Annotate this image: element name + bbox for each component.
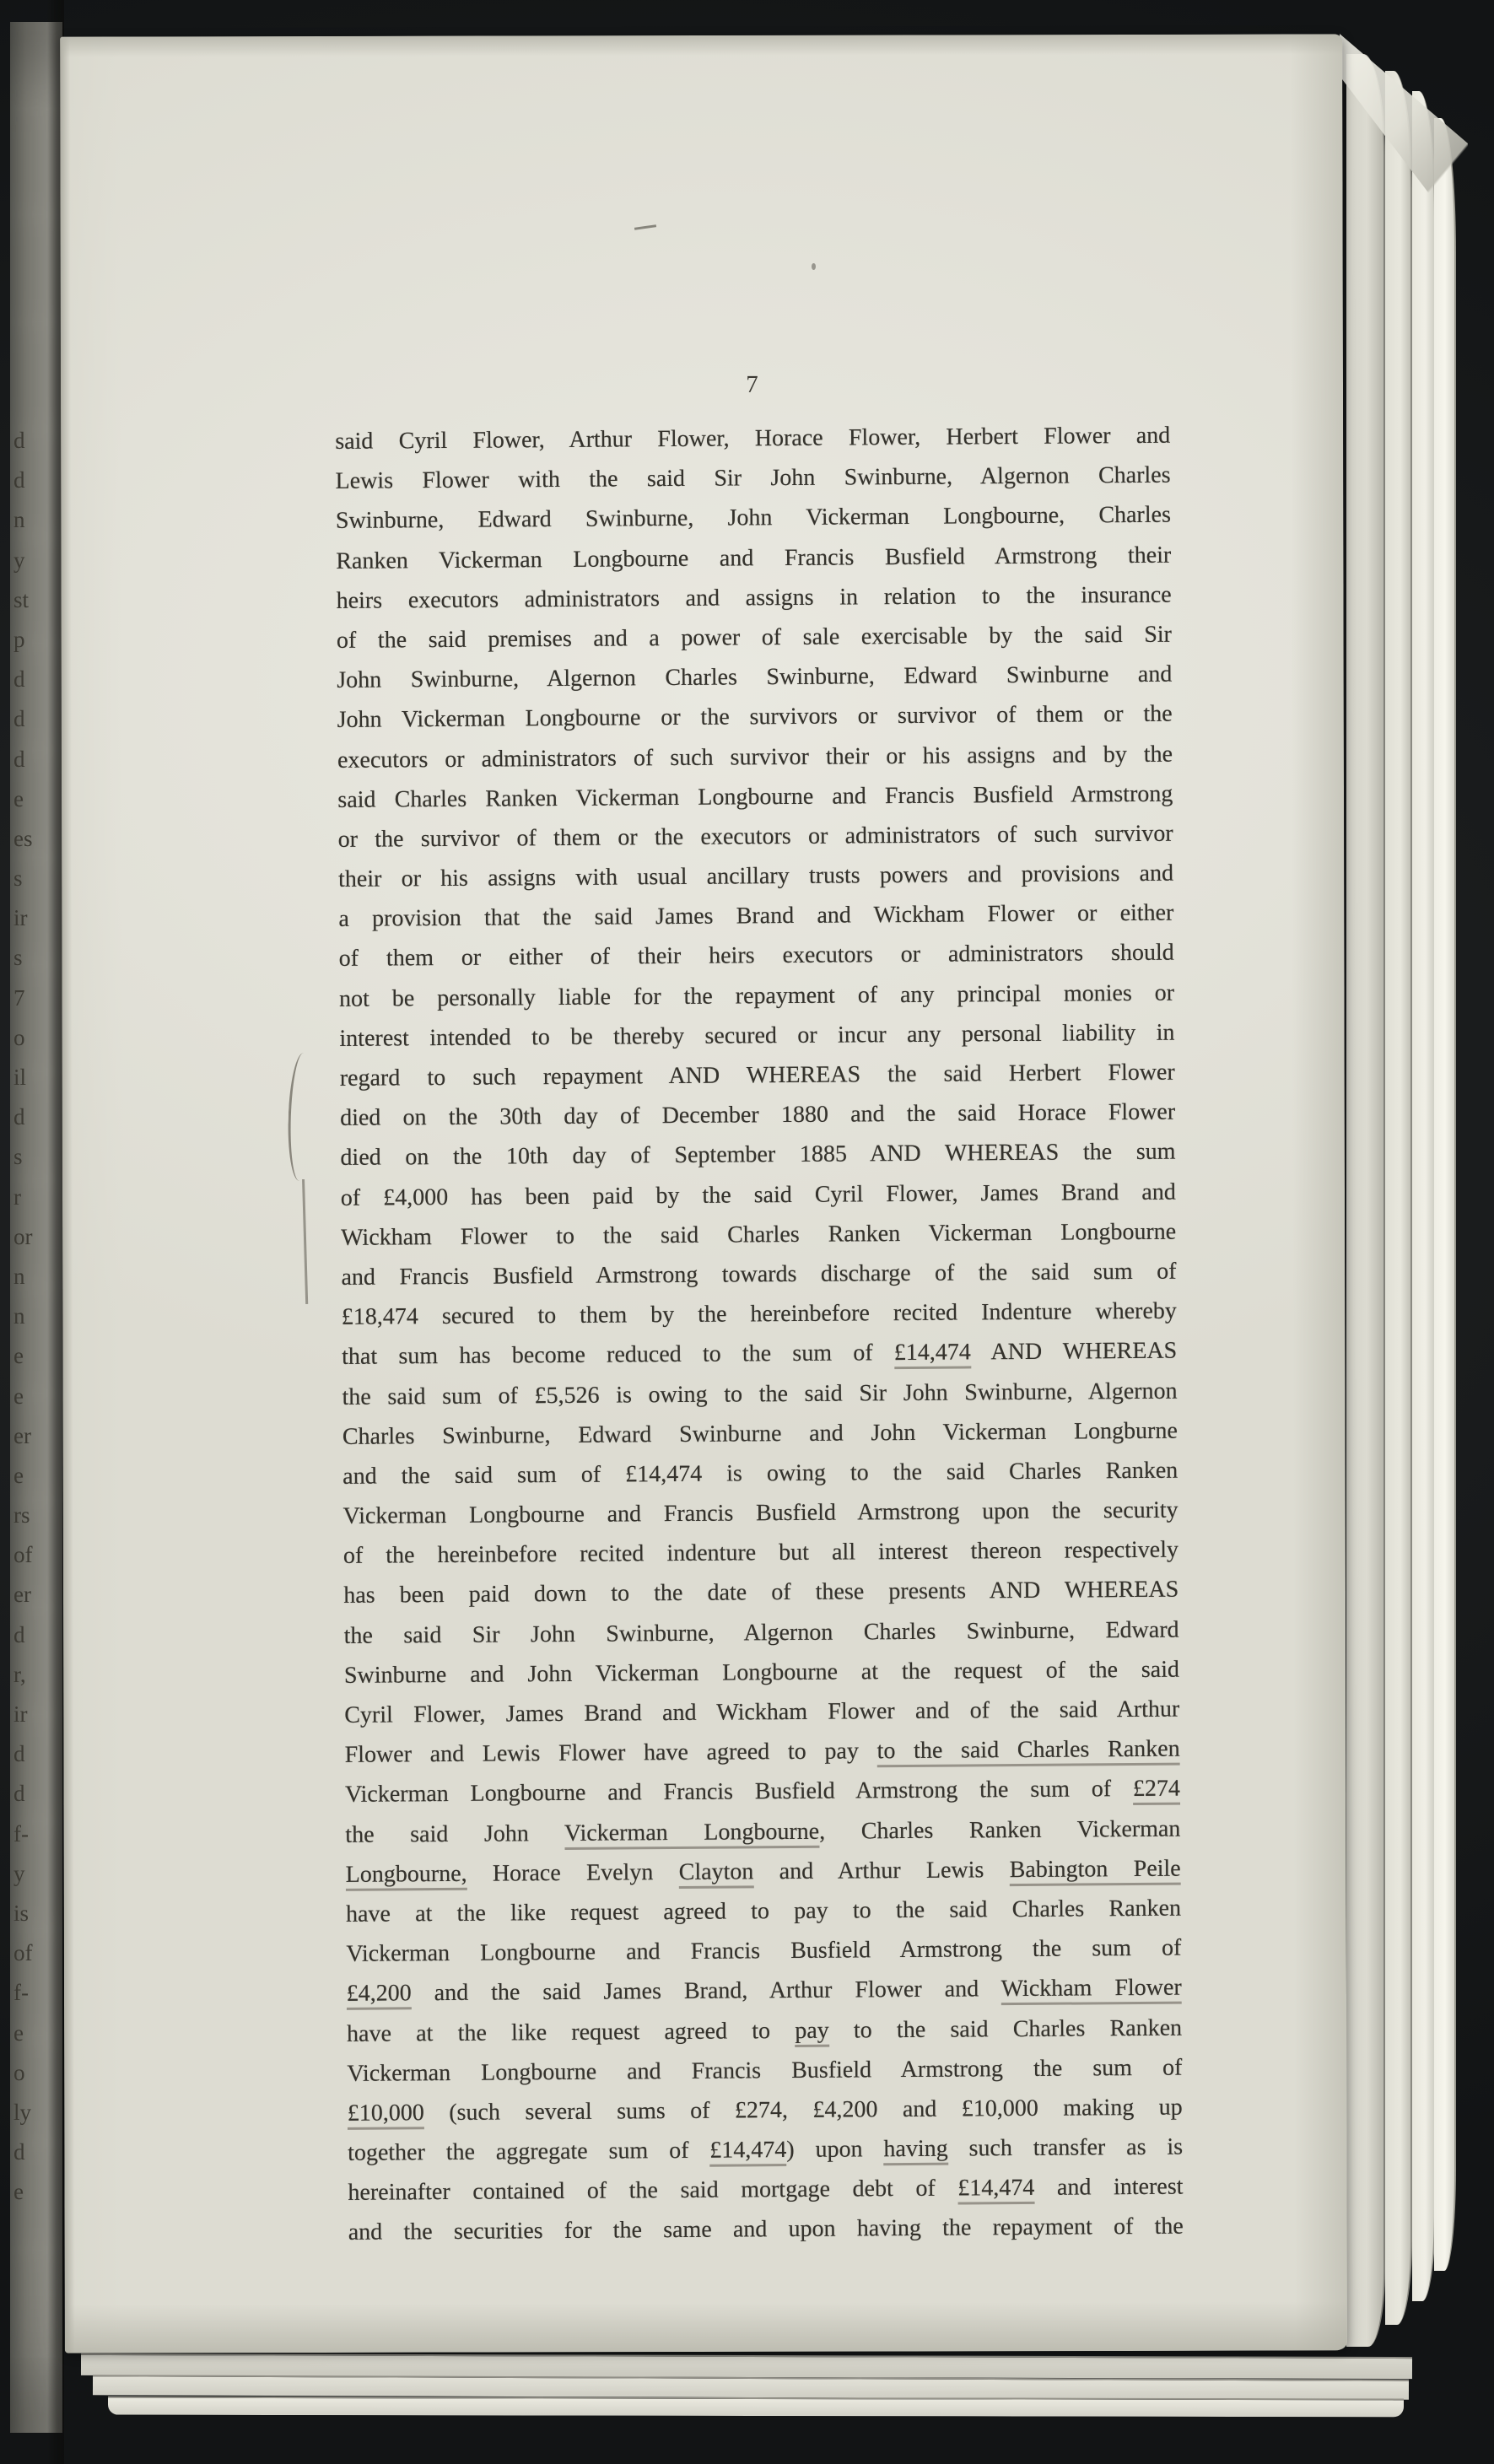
previous-page-text-fragment: ir (13, 905, 28, 931)
page-number: 7 (746, 370, 759, 398)
previous-page-text-fragment: d (13, 746, 25, 772)
text-line: have at the like request agreed to pay to the said Charles Ranken (345, 1895, 1182, 1928)
text-line: of the hereinbefore recited indenture but all interest thereon respectively (342, 1536, 1179, 1570)
pencil-underline: Clayton (679, 1858, 754, 1889)
text-line: Swinburne and John Vickerman Longbourne at the request of the said (343, 1656, 1180, 1689)
pencil-underline: Vickerman Longbourne (564, 1818, 819, 1849)
previous-page-text-fragment: of (13, 1940, 33, 1966)
text-line: the said sum of £5,526 is owing to the said Sir John Swinburne, Algernon (342, 1378, 1178, 1410)
text-line: and Francis Busfield Armstrong towards discharge of the said sum of (341, 1258, 1177, 1291)
margin-pencil-line (302, 1179, 308, 1304)
previous-page-text-fragment: d (13, 2139, 25, 2165)
previous-page-text-fragment: d (13, 1781, 25, 1807)
pencil-underline: £14,474 (957, 2175, 1034, 2205)
text-line: Flower and Lewis Flower have agreed to pay to the said Charles Ranken (344, 1735, 1180, 1769)
previous-page-text-fragment: er (13, 1422, 31, 1448)
scan-artifact-dot (812, 263, 816, 270)
text-line: Cyril Flower, James Brand and Wickham Flower and of the said Arthur (344, 1696, 1180, 1728)
previous-page-text-fragment: e (13, 1383, 24, 1409)
pencil-underline: £274 (1133, 1776, 1180, 1805)
previous-page-text-fragment: ly (13, 2099, 32, 2125)
previous-page-text-fragment: rs (13, 1502, 30, 1529)
text-line: a provision that the said James Brand and Wickham Flower or either (338, 899, 1174, 933)
pencil-underline: Wickham Flower (1001, 1975, 1182, 2006)
text-line: died on the 10th day of September 1885 AND WHEREAS the sum (340, 1139, 1176, 1172)
previous-page-text-fragment: f- (13, 1980, 29, 2006)
text-line: said Cyril Flower, Arthur Flower, Horace Flower, Herbert Flower and (335, 422, 1171, 455)
text-line: John Swinburne, Algernon Charles Swinburne, Edward Swinburne and (337, 660, 1173, 694)
text-line: £18,474 secured to them by the hereinbefore recited Indenture whereby (341, 1297, 1177, 1331)
previous-page-text-fragment: y (13, 1860, 25, 1886)
text-line: the said John Vickerman Longbourne, Charles Ranken Vickerman (345, 1809, 1180, 1854)
page-edge-strip (1412, 91, 1436, 2301)
document-page (60, 34, 1347, 2353)
previous-page-text-fragment: y (13, 547, 25, 573)
previous-page-text-fragment: is (13, 1900, 30, 1926)
text-line: Swinburne, Edward Swinburne, John Vickerman Longbourne, Charles (335, 502, 1172, 535)
text-line: and the securities for the same and upon having the repayment of the (348, 2213, 1184, 2246)
previous-page-text-fragment: e (13, 1343, 24, 1369)
text-line: hereinafter contained of the said mortgage debt of £14,474 and interest (348, 2173, 1184, 2207)
text-line: of them or either of their heirs executors or administrators should (338, 940, 1174, 973)
text-line: Wickham Flower to the said Charles Ranken Vickerman Longbourne (341, 1218, 1177, 1251)
pencil-underline: pay (795, 2017, 829, 2046)
text-line: of £4,000 has been paid by the said Cyril Flower, James Brand and (340, 1178, 1176, 1211)
text-line: Vickerman Longbourne and Francis Busfield Armstrong the sum of (346, 1934, 1182, 1967)
text-line: the said Sir John Swinburne, Algernon Charles Swinburne, Edward (343, 1616, 1179, 1649)
previous-page-text-fragment: of (13, 1542, 33, 1568)
previous-page-text-fragment: f- (13, 1820, 29, 1847)
previous-page-text-fragment: ir (13, 1701, 28, 1727)
previous-page-text-fragment: n (13, 1303, 25, 1329)
text-line: Vickerman Longbourne and Francis Busfield Armstrong the sum of (347, 2054, 1183, 2087)
text-line: Lewis Flower with the said Sir John Swinburne, Algernon Charles (335, 461, 1171, 495)
text-line: and the said sum of £14,474 is owing to the said Charles Ranken (342, 1457, 1178, 1490)
pencil-underline: £14,474 (894, 1340, 971, 1370)
text-line: £10,000 (such several sums of £274, £4,200 and £10,000 making up (348, 2087, 1183, 2132)
previous-page-text-fragment: er (13, 1582, 31, 1608)
previous-page-text-fragment: d (13, 428, 25, 453)
body-text (335, 416, 1184, 2253)
previous-page-text-fragment: p (13, 626, 25, 652)
text-line: together the aggregate sum of £14,474) upon having such transfer as is (348, 2133, 1184, 2166)
pencil-underline: Babington Peile (1010, 1855, 1181, 1885)
previous-page-text-fragment: e (13, 1462, 24, 1488)
text-line: or the survivor of them or the executors or administrators of such survivor (337, 820, 1173, 853)
previous-page-text-fragment: d (13, 706, 25, 732)
text-line: John Vickerman Longbourne or the survivors or survivor of them or the (337, 700, 1173, 734)
previous-page-text-fragment: s (13, 945, 23, 971)
page-edge-strip (1346, 54, 1385, 2347)
pencil-underline: Longbourne, (346, 1861, 467, 1891)
text-line: Charles Swinburne, Edward Swinburne and John Vickerman Longburne (342, 1417, 1178, 1450)
text-line: £4,200 and the said James Brand, Arthur Flower and Wickham Flower (347, 1968, 1182, 2014)
pencil-underline: £10,000 (348, 2100, 424, 2130)
pencil-underline: £4,200 (347, 1981, 412, 2011)
margin-pencil-brace (286, 1053, 312, 1182)
previous-page-text-fragment: e (13, 2179, 24, 2205)
previous-page-text-fragment: n (13, 507, 25, 533)
text-line: Longbourne, Horace Evelyn Clayton and Arthur Lewis Babington Peile (346, 1848, 1181, 1894)
previous-page-text-fragment: d (13, 666, 25, 693)
previous-page-text-fragment: es (13, 825, 33, 851)
previous-page-text-fragment: o (13, 1024, 25, 1050)
text-line: of the said premises and a power of sale exercisable by the said Sir (336, 621, 1173, 654)
pencil-underline: having (883, 2136, 947, 2166)
previous-page-text-fragment: d (13, 1621, 25, 1647)
previous-page-text-fragment: or (13, 1223, 33, 1249)
text-line: heirs executors administrators and assigns in relation to the insurance (336, 581, 1172, 614)
previous-page-text-fragment: s (13, 865, 23, 892)
page-edge-strip (1385, 71, 1412, 2325)
text-line: said Charles Ranken Vickerman Longbourne and Francis Busfield Armstrong (337, 780, 1173, 813)
previous-page-text-fragment: st (13, 586, 30, 612)
previous-page-text-fragment: o (13, 2059, 25, 2085)
text-line: their or his assigns with usual ancillary trusts powers and provisions and (337, 860, 1174, 892)
previous-page-text-fragment: r, (13, 1661, 26, 1687)
previous-page-text-fragment: il (13, 1065, 27, 1090)
page-edge-strip-bottom (108, 2397, 1404, 2418)
previous-page-text-fragment: e (13, 2019, 24, 2046)
previous-page-text-fragment: d (13, 467, 25, 493)
previous-page-text-fragment: s (13, 1144, 23, 1170)
text-line: died on the 30th day of December 1880 and the said Horace Flower (340, 1098, 1176, 1132)
previous-page-fragments (13, 421, 57, 2212)
page-edge-strip (1434, 118, 1456, 2271)
text-line: have at the like request agreed to pay to the said Charles Ranken (346, 2014, 1183, 2047)
text-line: Vickerman Longbourne and Francis Busfield Armstrong upon the security (342, 1496, 1178, 1529)
previous-page-text-fragment: n (13, 1263, 25, 1289)
text-line: executors or administrators of such survivor their or his assigns and by the (337, 741, 1173, 774)
text-line: interest intended to be thereby secured or incur any personal liability in (339, 1019, 1175, 1052)
pencil-underline: to the said Charles Ranken (876, 1736, 1179, 1768)
previous-page-text-fragment: e (13, 785, 24, 811)
previous-page-text-fragment: 7 (13, 984, 25, 1011)
text-line: regard to such repayment AND WHEREAS the said Herbert Flower (339, 1059, 1175, 1092)
previous-page-text-fragment: d (13, 1741, 25, 1767)
text-line: Vickerman Longbourne and Francis Busfield Armstrong the sum of £274 (344, 1775, 1181, 1809)
text-line: has been paid down to the date of these presents AND WHEREAS (343, 1577, 1179, 1609)
text-line: Ranken Vickerman Longbourne and Francis Busfield Armstrong their (336, 542, 1172, 574)
previous-page-text-fragment: r (13, 1183, 21, 1210)
previous-page-text-fragment: d (13, 1104, 25, 1130)
text-line: not be personally liable for the repayment of any principal monies or (338, 979, 1175, 1012)
pencil-underline: £14,474 (709, 2137, 786, 2167)
text-line: that sum has become reduced to the sum of £14,474 AND WHEREAS (342, 1337, 1178, 1371)
